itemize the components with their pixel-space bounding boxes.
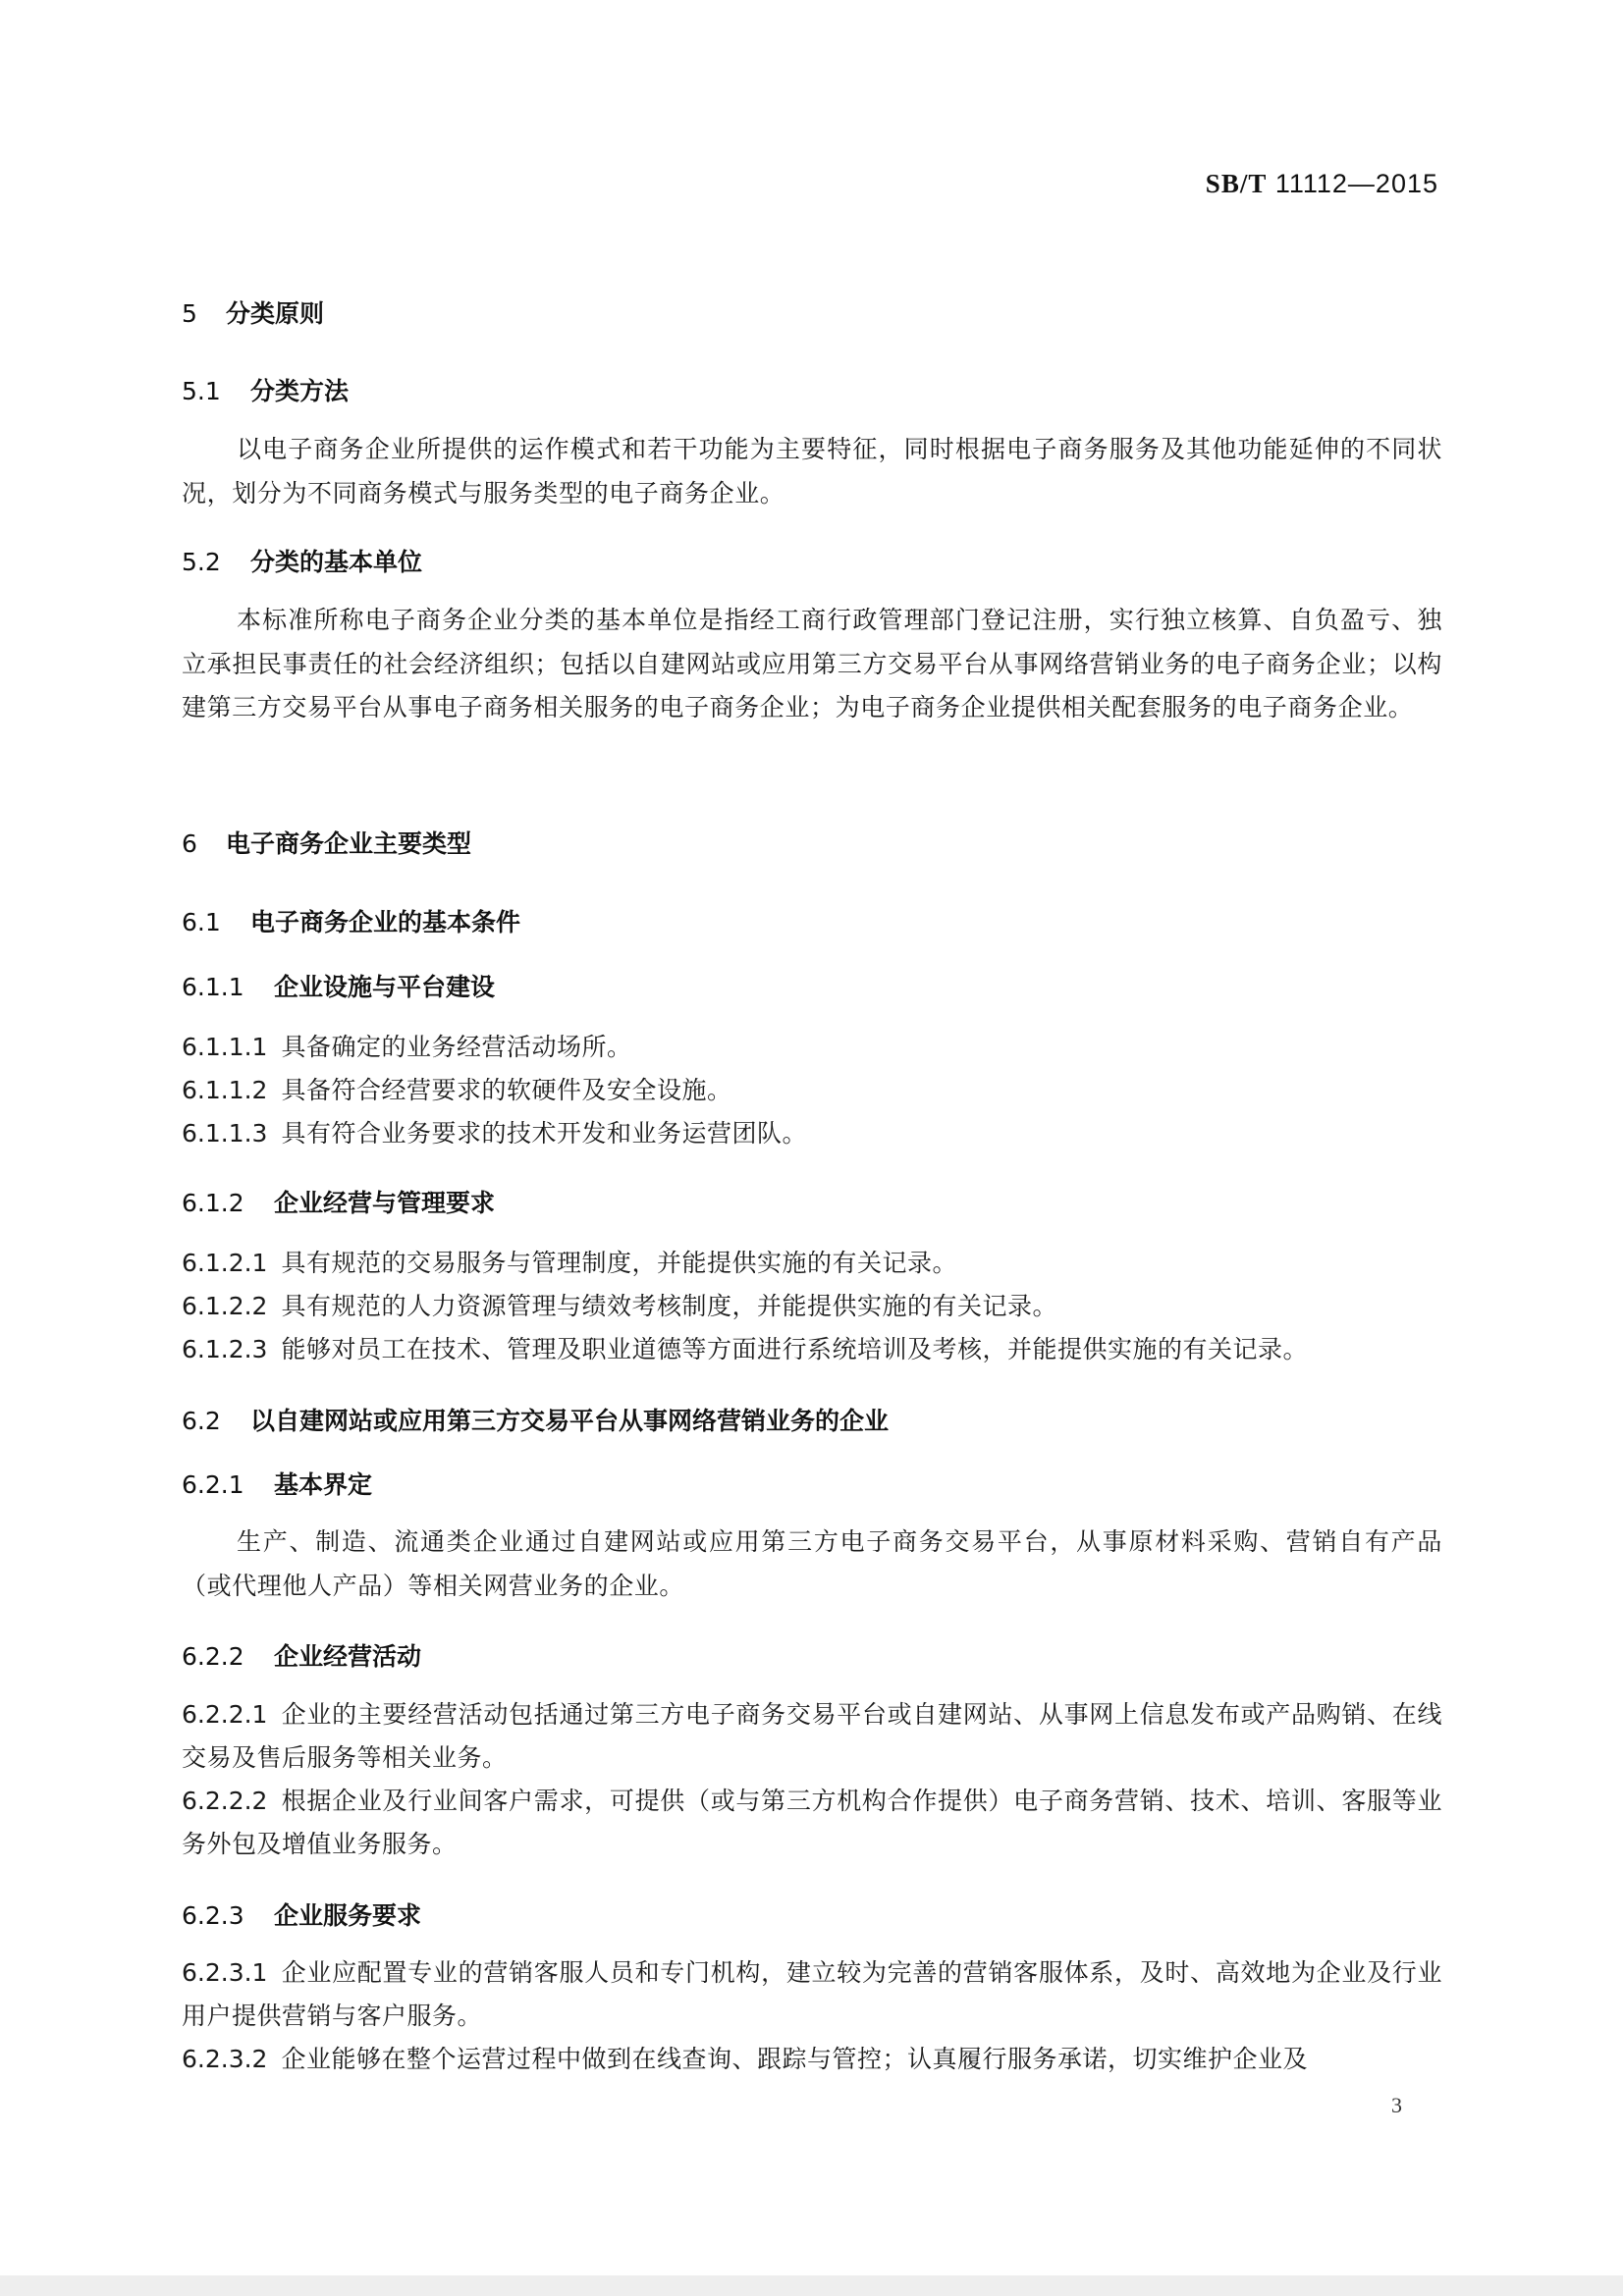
section-title: 分类方法	[250, 377, 350, 405]
section-title: 企业经营活动	[274, 1642, 422, 1671]
section-5-1-paragraph: 以电子商务企业所提供的运作模式和若干功能为主要特征，同时根据电子商务服务及其他功能延伸的不同状况，划分为不同商务模式与服务类型的电子商务企业。	[182, 435, 1442, 507]
section-5-2-paragraph: 本标准所称电子商务企业分类的基本单位是指经工商行政管理部门登记注册，实行独立核算、自负盈亏、独立承担民事责任的社会经济组织；包括以自建网站或应用第三方交易平台从事网络营销业务的电子商务企业；以构建第三方交易平台从事电子商务相关服务的电子商务企业；为电子商务企业提供相关配套服务的电子商务企业。	[182, 606, 1442, 721]
clause-text: 根据企业及行业间客户需求，可提供（或与第三方机构合作提供）电子商务营销、技术、培训、客服等业务外包及增值业务服务。	[182, 1787, 1442, 1858]
clause-item	[182, 1069, 1442, 1112]
section-6-2-3-items	[182, 1951, 1442, 2081]
section-number: 5.2	[182, 548, 221, 576]
clause-text: 具备确定的业务经营活动场所。	[281, 1033, 632, 1061]
clause-text: 具有符合业务要求的技术开发和业务运营团队。	[281, 1119, 807, 1148]
section-5-1-heading	[182, 372, 1442, 407]
section-6-1-1-items	[182, 1026, 1442, 1155]
section-number: 5.1	[182, 377, 221, 405]
clause-number: 6.2.3.2	[182, 2045, 268, 2073]
clause-text: 具有规范的人力资源管理与绩效考核制度，并能提供实施的有关记录。	[281, 1292, 1057, 1320]
clause-item	[182, 1242, 1442, 1285]
clause-text: 具备符合经营要求的软硬件及安全设施。	[281, 1076, 732, 1104]
clause-number: 6.1.2.3	[182, 1335, 268, 1363]
clause-item	[182, 2038, 1442, 2081]
section-5-heading	[182, 294, 1442, 330]
clause-item	[182, 1112, 1442, 1155]
section-title: 基本界定	[274, 1470, 373, 1499]
section-6-2-3-heading	[182, 1896, 1442, 1932]
section-title: 企业设施与平台建设	[274, 973, 496, 1001]
section-title: 企业服务要求	[274, 1901, 422, 1930]
section-number: 6.2.3	[182, 1901, 244, 1930]
section-number: 6.1.2	[182, 1189, 244, 1217]
section-title: 以自建网站或应用第三方交易平台从事网络营销业务的企业	[250, 1407, 890, 1435]
section-number: 6.1	[182, 908, 221, 936]
clause-number: 6.2.2.2	[182, 1787, 268, 1815]
section-6-1-2-heading	[182, 1184, 1442, 1219]
section-6-2-2-items	[182, 1693, 1442, 1866]
section-number: 6.2	[182, 1407, 221, 1435]
clause-number: 6.1.1.2	[182, 1076, 268, 1104]
standard-code-prefix: SB/T	[1205, 169, 1268, 198]
clause-item	[182, 1328, 1442, 1371]
section-6-1-heading	[182, 903, 1442, 938]
clause-text: 企业应配置专业的营销客服人员和专门机构，建立较为完善的营销客服体系，及时、高效地为企业及行业用户提供营销与客户服务。	[182, 1958, 1442, 2030]
section-6-2-heading	[182, 1402, 1442, 1437]
section-6-1-1-heading	[182, 968, 1442, 1003]
clause-item	[182, 1693, 1442, 1780]
page-number: 3	[1391, 2093, 1402, 2117]
section-6-heading	[182, 825, 1442, 860]
clause-number: 6.1.1.3	[182, 1119, 268, 1148]
section-title: 电子商务企业的基本条件	[250, 908, 521, 936]
clause-text: 企业的主要经营活动包括通过第三方电子商务交易平台或自建网站、从事网上信息发布或产品购销、在线交易及售后服务等相关业务。	[182, 1700, 1442, 1772]
clause-item	[182, 1285, 1442, 1328]
clause-text: 企业能够在整个运营过程中做到在线查询、跟踪与管控；认真履行服务承诺，切实维护企业及	[281, 2045, 1308, 2073]
clause-number: 6.1.2.2	[182, 1292, 268, 1320]
clause-item	[182, 1026, 1442, 1069]
section-6-1-2-items	[182, 1242, 1442, 1371]
section-number: 6	[182, 829, 197, 858]
section-5-2-heading	[182, 543, 1442, 578]
section-number: 6.1.1	[182, 973, 244, 1001]
section-number: 6.2.1	[182, 1470, 244, 1499]
scan-bottom-edge	[0, 2275, 1623, 2296]
section-6-2-1-heading	[182, 1466, 1442, 1501]
section-number: 5	[182, 299, 197, 328]
standard-code-number: 11112—2015	[1274, 169, 1438, 198]
clause-text: 具有规范的交易服务与管理制度，并能提供实施的有关记录。	[281, 1249, 957, 1277]
section-title: 电子商务企业主要类型	[226, 829, 472, 858]
clause-number: 6.2.3.1	[182, 1958, 268, 1987]
section-title: 分类原则	[226, 299, 325, 328]
section-6-2-1-paragraph: 生产、制造、流通类企业通过自建网站或应用第三方电子商务交易平台，从事原材料采购、营销自有产品（或代理他人产品）等相关网营业务的企业。	[182, 1527, 1442, 1600]
standard-code	[1206, 169, 1438, 199]
clause-item	[182, 1951, 1442, 2038]
section-number: 6.2.2	[182, 1642, 244, 1671]
clause-number: 6.2.2.1	[182, 1700, 268, 1729]
section-6-2-2-heading	[182, 1637, 1442, 1673]
clause-item	[182, 1780, 1442, 1866]
section-title: 企业经营与管理要求	[274, 1189, 496, 1217]
section-title: 分类的基本单位	[250, 548, 423, 576]
clause-text: 能够对员工在技术、管理及职业道德等方面进行系统培训及考核，并能提供实施的有关记录。	[281, 1335, 1308, 1363]
clause-number: 6.1.1.1	[182, 1033, 268, 1061]
clause-number: 6.1.2.1	[182, 1249, 268, 1277]
